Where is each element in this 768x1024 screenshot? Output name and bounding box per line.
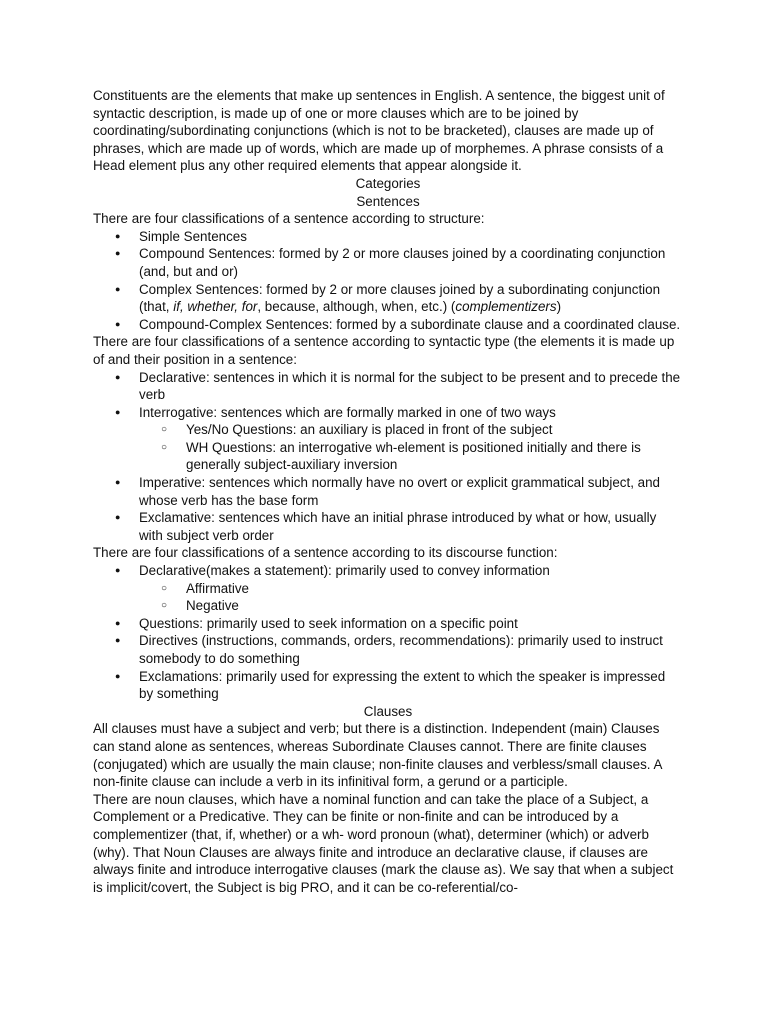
interrogative-sublist [93, 421, 683, 474]
structure-list [93, 228, 683, 334]
complex-text-b: if, whether, for [173, 299, 258, 315]
sublist-item-yes-no: ○ Yes/No Questions: an auxiliary is placed in front of the subject [93, 421, 683, 439]
list-item-simple: ● Simple Sentences [93, 228, 683, 246]
sublist-item-affirmative: ○ Affirmative [93, 580, 683, 598]
syntactic-lead: There are four classifications of a sentence according to syntactic type (the elements it is made up of and their position in a sentence: [93, 334, 675, 367]
list-item-exclamations: ● Exclamations: primarily used for expressing the extent to which the speaker is impressed by something [93, 668, 683, 703]
interrogative-text: Interrogative: sentences which are formally marked in one of two ways [139, 404, 556, 420]
heading-sentences: Sentences [356, 193, 420, 209]
list-item-exclamative: ● Exclamative: sentences which have an initial phrase introduced by what or how, usually with subject verb order [93, 509, 683, 544]
discourse-list [93, 562, 683, 703]
intro-paragraph: Constituents are the elements that make up sentences in English. A sentence, the biggest unit of syntactic description, is made up of one or more clauses which are to be joined by coordinating/subordinating conjunctions (which is not to be bracketed), clauses are made up of phrases, which are made up of words, which are made up of morphemes. A phrase consists of a Head element plus any other required elements that appear alongside it. [93, 88, 665, 174]
syntactic-list [93, 369, 683, 545]
list-item-complex [93, 281, 683, 316]
sublist-item-wh: ○ WH Questions: an interrogative wh-element is positioned initially and there is generally subject-auxiliary inversion [93, 439, 683, 474]
heading-clauses: Clauses [363, 703, 413, 719]
clauses-paragraph-1: All clauses must have a subject and verb; but there is a distinction. Independent (main) Clauses can stand alone as sentences, whereas Subordinate Clauses cannot. There are finite clauses (conjugated) which are usually the main clause; non-finite clauses and verbless/small clauses. A non-finite clause can include a verb in its infinitival form, a gerund or a participle. [93, 721, 662, 790]
list-item-declarative-discourse [93, 562, 683, 615]
list-item-directives: ● Directives (instructions, commands, orders, recommendations): primarily used to instruct somebody to do something [93, 632, 683, 667]
complex-text-c: , because, although, when, etc.) ( [257, 299, 456, 315]
discourse-lead: There are four classifications of a sentence according to its discourse function: [93, 545, 558, 561]
complex-text-e: ) [556, 299, 562, 315]
document-page [93, 87, 683, 896]
list-item-compound: ● Compound Sentences: formed by 2 or more clauses joined by a coordinating conjunction (and, but and or) [93, 245, 683, 280]
heading-categories: Categories [355, 175, 421, 191]
complex-text-a: Complex Sentences: formed by 2 or more clauses joined by a subordinating conjunction (that, [139, 281, 661, 315]
declarative-discourse-text: Declarative(makes a statement): primarily used to convey information [139, 563, 550, 579]
declarative-sublist [93, 580, 683, 615]
list-item-interrogative [93, 404, 683, 474]
list-item-questions: ● Questions: primarily used to seek information on a specific point [93, 615, 683, 633]
clauses-paragraph-2: There are noun clauses, which have a nominal function and can take the place of a Subject, a Complement or a Predicative. They can be finite or non-finite and can be introduced by a complementizer (that, if, whether) or a wh- word pronoun (what), determiner (which) or adverb (why). That Noun Clauses are always finite and introduce an declarative clause, if clauses are always finite and introduce interrogative clauses (mark the clause as). We say that when a subject is implicit/covert, the Subject is big PRO, and it can be co-referential/co- [93, 791, 674, 895]
sublist-item-negative: ○ Negative [93, 597, 683, 615]
complex-text-d: complementizers [455, 299, 557, 315]
structure-lead: There are four classifications of a sentence according to structure: [93, 211, 485, 227]
list-item-compound-complex: ● Compound-Complex Sentences: formed by a subordinate clause and a coordinated clause. [93, 316, 683, 334]
list-item-declarative: ● Declarative: sentences in which it is normal for the subject to be present and to precede the verb [93, 369, 683, 404]
list-item-imperative: ● Imperative: sentences which normally have no overt or explicit grammatical subject, and whose verb has the base form [93, 474, 683, 509]
